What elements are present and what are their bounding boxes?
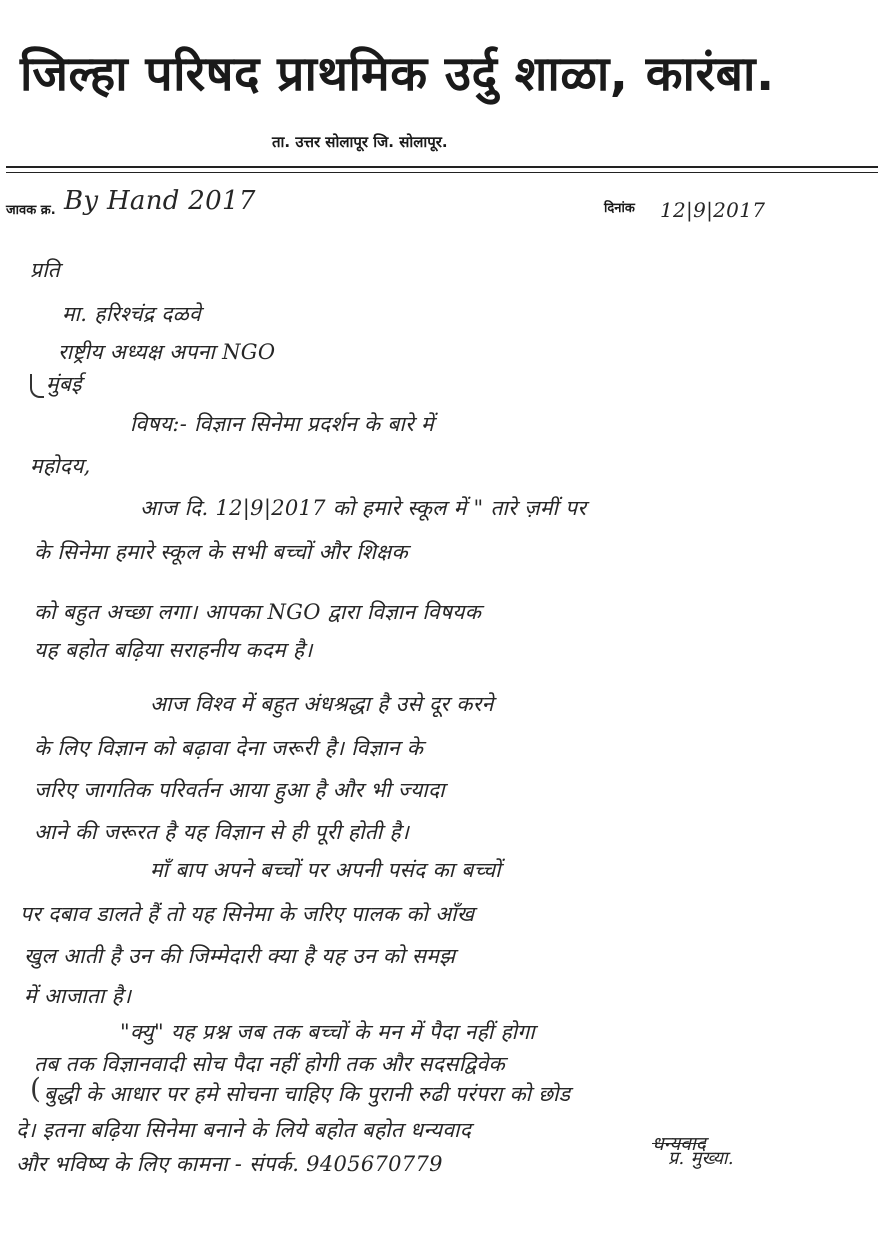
body-line: आज विश्व में बहुत अंधश्रद्धा है उसे दूर करने [150,692,494,716]
date-label: दिनांक [604,201,635,216]
body-line: माँ बाप अपने बच्चों पर अपनी पसंद का बच्चों [150,858,501,882]
body-line: दे। इतना बढ़िया सिनेमा बनाने के लिये बहोत बहोत धन्यवाद [16,1118,472,1142]
body-line: आज दि. 12|9|2017 को हमारे स्कूल में " तारे ज़मीं पर [140,496,587,520]
recipient-to: प्रति [30,258,60,282]
body-line: जरिए जागतिक परिवर्तन आया हुआ है और भी ज्यादा [34,778,445,802]
ref-label: जावक क्र. [6,203,56,218]
letterhead-rule-thin [6,172,878,173]
letterhead-rule [6,166,878,168]
salutation: महोदय, [30,454,91,478]
paren-mark: ( [30,1072,41,1105]
body-line: खुल आती है उन की जिम्मेदारी क्या है यह उन को समझ [24,944,456,968]
recipient-designation: राष्ट्रीय अध्यक्ष अपना NGO [58,340,276,364]
body-line: "क्यु" यह प्रश्न जब तक बच्चों के मन में पैदा नहीं होगा [120,1020,535,1044]
school-address: ता. उत्तर सोलापूर जि. सोलापूर. [272,133,448,151]
body-line: बुद्धी के आधार पर हमे सोचना चाहिए कि पुरानी रुढी परंपरा को छोड [44,1082,571,1106]
body-line: और भविष्य के लिए कामना - संपर्क. 9405670779 [16,1152,443,1176]
body-line: आने की जरूरत है यह विज्ञान से ही पूरी होती है। [34,820,410,844]
body-line: में आजाता है। [24,984,132,1008]
body-line: तब तक विज्ञानवादी सोच पैदा नहीं होगी तक और सदसद्विवेक [34,1052,505,1076]
subject-line: विषय:- विज्ञान सिनेमा प्रदर्शन के बारे में [130,412,434,436]
school-name: जिल्हा परिषद प्राथमिक उर्दु शाळा, कारंबा. [20,46,775,102]
body-line: यह बहोत बढ़िया सराहनीय कदम है। [34,638,313,662]
recipient-name: मा. हरिश्चंद्र दळवे [62,302,201,326]
signature-initials: प्र. मुख्या. [668,1148,734,1169]
body-line: पर दबाव डालते हैं तो यह सिनेमा के जरिए पालक को आँख [20,902,475,926]
body-line: के लिए विज्ञान को बढ़ावा देना जरूरी है। विज्ञान के [34,736,424,760]
bracket-mark [30,374,44,398]
date-value: 12|9|2017 [660,198,766,222]
ref-value: By Hand 2017 [64,186,256,216]
recipient-city: मुंबई [46,372,82,396]
body-line: को बहुत अच्छा लगा। आपका NGO द्वारा विज्ञान विषयक [34,600,482,624]
body-line: के सिनेमा हमारे स्कूल के सभी बच्चों और शिक्षक [34,540,408,564]
signature-text: धन्यवाद [652,1133,706,1155]
